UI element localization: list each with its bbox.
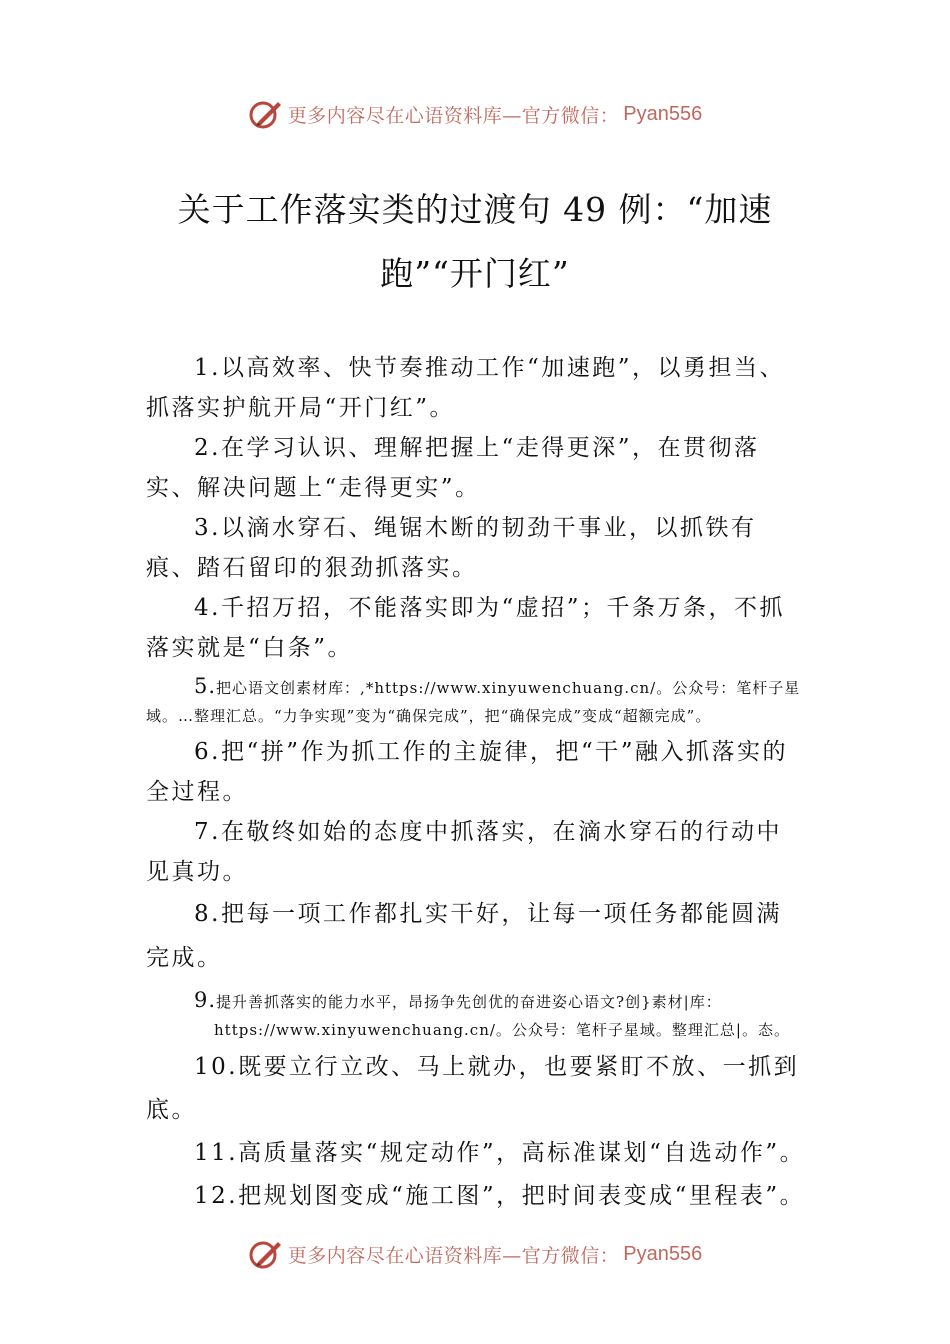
list-item: 6.把“拼”作为抓工作的主旋律，把“干”融入抓落实的全过程。: [146, 739, 788, 805]
list-item: 8.把每一项工作都扎实干好，让每一项任务都能圆满完成。: [146, 901, 782, 971]
list-item: 3.以滴水穿石、绳锯木断的韧劲干事业，以抓铁有痕、踏石留印的狠劲抓落实。: [146, 515, 757, 581]
pen-logo-icon: [248, 96, 284, 132]
banner-text: 更多内容尽在心语资料库—官方微信：: [287, 104, 620, 127]
banner-wechat-id: Pyan556: [623, 1242, 703, 1265]
list-item: 10.既要立行立改、马上就办，也要紧盯不放、一抓到底。: [146, 1054, 800, 1123]
list-item: 11.高质量落实“规定动作”，高标准谋划“自选动作”。: [194, 1140, 806, 1166]
document-body: [146, 348, 806, 1218]
list-item: 7.在敬终如始的态度中抓落实，在滴水穿石的行动中见真功。: [146, 819, 782, 885]
list-item: 4.千招万招，不能落实即为“虚招”；千条万条，不抓落实就是“白条”。: [146, 595, 785, 661]
list-item: 2.在学习认识、理解把握上“走得更深”，在贯彻落实、解决问题上“走得更实”。: [146, 435, 760, 501]
footer-banner: [0, 1236, 950, 1272]
list-item: 5.把心语文创素材库：,*https://www.xinyuwenchuang.cn/。公众号：笔杆子星域。…整理汇总。“力争实现”变为“确保完成”，把“确保完成”变成“超额完成”。: [146, 674, 801, 725]
list-item: 1.以高效率、快节奏推动工作“加速跑”，以勇担当、抓落实护航开局“开门红”。: [146, 355, 785, 421]
list-item: 12.把规划图变成“施工图”，把时间表变成“里程表”。: [194, 1183, 806, 1209]
banner-text: 更多内容尽在心语资料库—官方微信：: [287, 1244, 620, 1267]
pen-logo-icon: [248, 1236, 284, 1272]
list-item: 9.提升善抓落实的能力水平，昂扬争先创优的奋进姿心语文?创}素材|库： https://www.xinyuwenchuang.cn/。公众号：笔杆子星域。整理汇总|。态。: [194, 988, 790, 1039]
header-banner: [0, 96, 950, 132]
document-title: 关于工作落实类的过渡句 49 例：“加速跑”“开门红”: [177, 190, 773, 293]
banner-wechat-id: Pyan556: [623, 102, 703, 125]
